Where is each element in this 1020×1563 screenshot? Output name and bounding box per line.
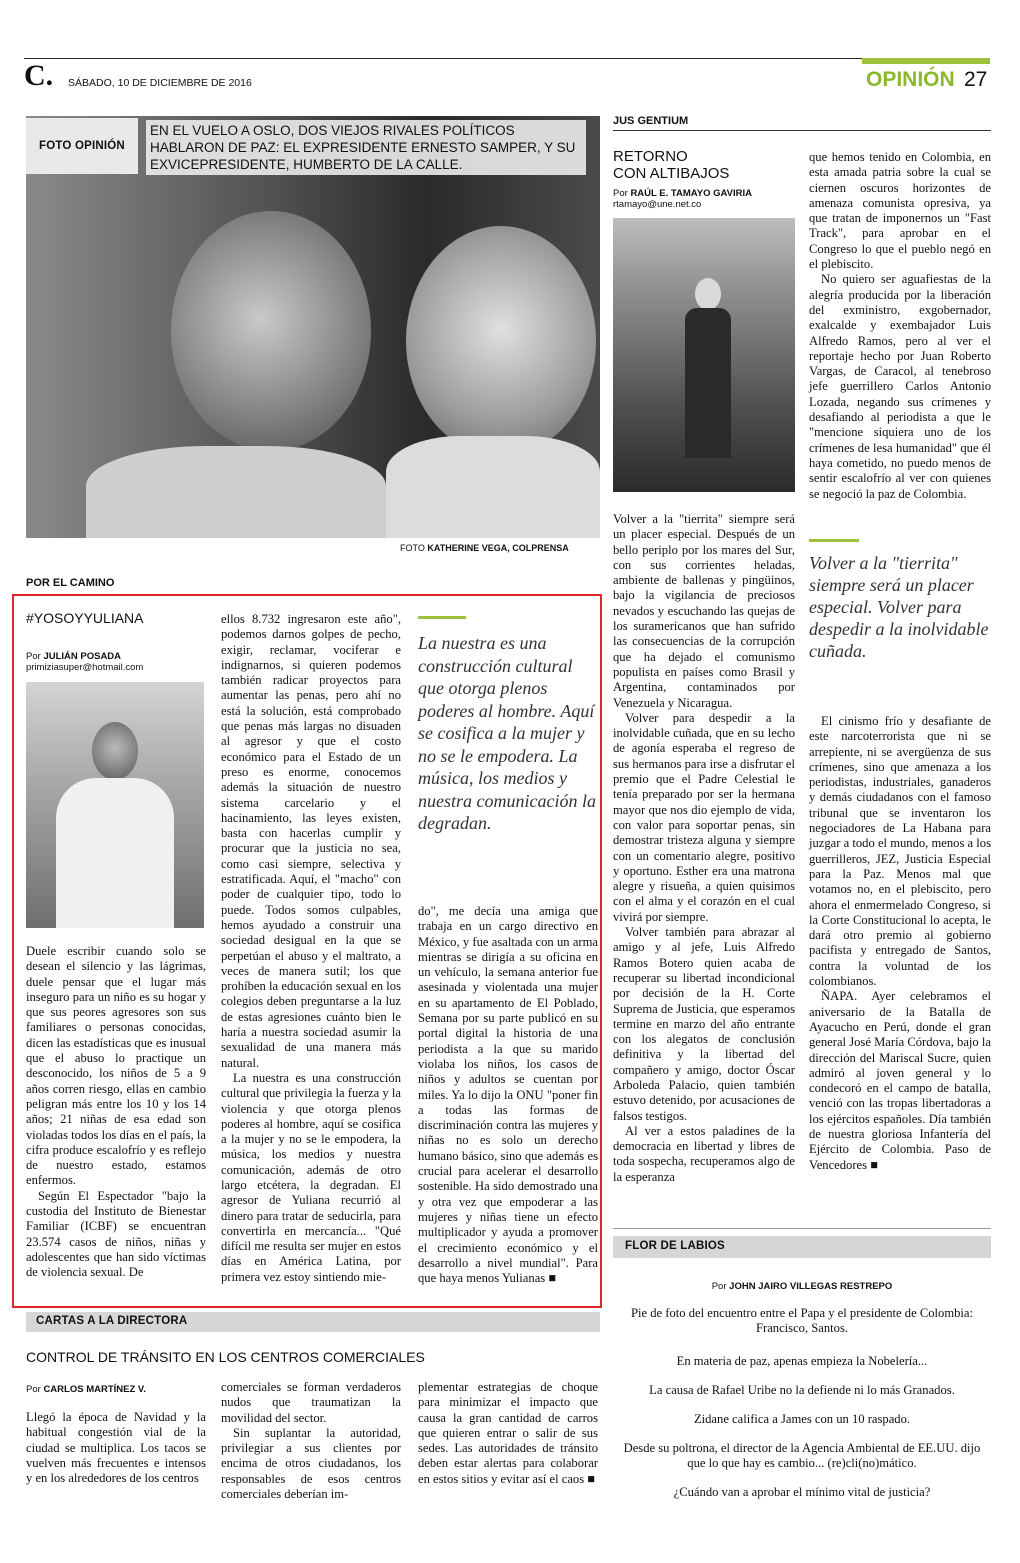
section-title: OPINIÓN: [866, 68, 955, 91]
posada-pull-quote: La nuestra es una construcción cultural que otorga plenos poderes al hombre. Aquí se cosifica a la mujer y no se le empodera. La música, los medios y nuestra comunicación la degradan.: [418, 633, 596, 833]
jus-gentium-email: rtamayo@une.net.co: [613, 199, 702, 210]
posada-head: [92, 722, 138, 780]
posada-col1-p1: Duele escribir cuando solo se desean el silencio y las lágrimas, duele pensar que el lugar más inseguro para un niño es su hogar y que sus peores agresores son sus familiares o personas conocidas, dicen las estadísticas que es inusual que el abuso lo practique un desconocido, los niños de 5 a 9 años corren riesgo, ellas en cambio peligran más entre los 10 y los 14 años; 21 niñas de esa edad son violadas todos los días en el país, la cifra produce escalofrío y es reflejo de nuestro estado, estamos enfermos.: [26, 944, 206, 1188]
posada-col1-p2: Según El Espectador "bajo la custodia del Instituto de Bienestar Familiar (ICBF) se encuentran 23.574 casos de niños, niñas y adolescentes que han sido víctimas de violencia sexual. De: [26, 1188, 206, 1280]
jus-gentium-left-p2: Volver para despedir a la inolvidable cuñada, que en su lecho de agonía esperaba el regreso de sus hermanos para irse a disfrutar el premio que el Padre Celestial le tenía preparado por ser la hermana mayor que nos dio ejemplo de vida, con valor para soportar penas, sin demostrar tristeza alguna y siempre con un comentario alegre, positivo y oportuno. Esther era una matrona alegre y risueña, a quien quisimos con el alma y el corazón en el cual vivirá por siempre.: [613, 710, 795, 924]
top-rule: [24, 58, 990, 59]
flor-author: JOHN JAIRO VILLEGAS RESTREPO: [729, 1281, 893, 1292]
posada-col1: [26, 944, 206, 1281]
jus-gentium-right-top-p2: No quiero ser aguafiestas de la alegría producida por la liberación del exministro, exgobernador, exalcalde y exembajador Luis Alfredo Ramos, pero al ver el reportaje hecho por Juan Roberto Vargas, de Caracol, al tenebroso jefe guerrillero Carlos Antonio Lozada, negando sus crímenes y desafiando al periodista a que le "mencione siquiera uno de los crímenes de lesa humanidad" que él haya cometido, no puedo menos de sentir escalofrío al ver con quienes se negoció la paz de Colombia.: [809, 272, 991, 501]
cartas-byline: [26, 1384, 146, 1395]
photo-credit-name: KATHERINE VEGA, COLPRENSA: [427, 543, 569, 553]
posada-email: primiziasuper@hotmail.com: [26, 662, 144, 673]
person-right-body: [386, 436, 600, 538]
cartas-col3: plementar estrategias de choque para minimizar el impacto que causa la gran cantidad de carros que quieren entrar o salir de sus sedes. Las autoridades de tránsito deben estar alertas para colaborar en estos sitios y evitar así el caos ■: [418, 1380, 598, 1486]
flor-section-label: FLOR DE LABIOS: [625, 1240, 725, 1252]
flor-item-4: Zidane califica a James con un 10 raspado.: [693, 1412, 911, 1426]
jus-gentium-author-photo: [613, 218, 795, 492]
jus-gentium-by: Por: [613, 188, 628, 199]
jus-gentium-byline: [613, 188, 752, 199]
jus-gentium-right-top: [809, 150, 991, 502]
cartas-by: Por: [26, 1384, 41, 1395]
flor-items: [613, 1306, 991, 1514]
cartas-title: CONTROL DE TRÁNSITO EN LOS CENTROS COMERCIALES: [26, 1349, 425, 1365]
flor-item-1: Pie de foto del encuentro entre el Papa y el presidente de Colombia: Francisco, Santos.: [630, 1306, 974, 1335]
main-photo: [26, 116, 600, 538]
posada-byline: [26, 651, 121, 662]
posada-pull-rule: [418, 616, 466, 619]
jus-gentium-section: JUS GENTIUM: [613, 115, 689, 127]
posada-col2-p1: ellos 8.732 ingresaron este año", podemos darnos golpes de pecho, exigir, reclamar, vociferar e indignarnos, si quieren podemos también radicar proyectos para aumentar las penas, pero ahí no está la solución, está comprobado que penas más largas no disuaden al agresor y que el costo económico para el Estado de un preso es enorme, conocemos además la situación de nuestro sistema carcelario y el hacinamiento, las leyes existen, basta con hacerlas cumplir y procurar que la justicia no sea, como casi siempre, selectiva y estratificada. Aquí, el "macho" con poder de cualquier tipo, todo lo puede. Todos somos culpables, hemos ayudado a construir una sociedad desigual en la que se perpetúan el abuso y el maltrato, a veces de manera sutil; los que prohíben la educación sexual en los colegios deben preguntarse a la luz de estas agresiones cuánto bien le haría a nuestra sociedad asumir la sexualidad de una manera más natural.: [221, 612, 401, 1070]
person-right-head: [406, 226, 596, 456]
jus-author-body: [685, 308, 731, 458]
cartas-author: CARLOS MARTÍNEZ V.: [43, 1384, 147, 1395]
posada-by: Por: [26, 651, 41, 662]
posada-col3: [418, 904, 598, 1286]
jus-pull-rule: [809, 539, 859, 542]
cartas-col2-p1: comerciales se forman verdaderos nudos que traumatizan la movilidad del sector.: [221, 1380, 401, 1425]
posada-author: JULIÁN POSADA: [43, 651, 122, 662]
photo-credit-prefix: FOTO: [400, 543, 425, 553]
foto-opinion-label-text: FOTO OPINIÓN: [39, 140, 125, 152]
cartas-section-bar: [26, 1312, 600, 1332]
jus-gentium-title-2: CON ALTIBAJOS: [613, 165, 730, 182]
jus-gentium-pull-quote: Volver a la "tierrita" siempre será un placer especial. Volver para despedir a la inolvidable cuñada.: [809, 553, 989, 661]
jus-gentium-right-top-p1: que hemos tenido en Colombia, en esta amada patria sobre la cual se ciernen oscuros horizontes de amenaza comunista opresiva, ya que tratan de imponernos un "Fast Track", para aprobar en el Congreso lo que el pueblo negó en el plebiscito.: [809, 150, 991, 272]
por-el-camino-section: POR EL CAMINO: [26, 577, 115, 589]
section-accent-bar: [862, 58, 990, 64]
person-left-body: [86, 446, 386, 538]
jus-gentium-left-p1: Volver a la "tierrita" siempre será un placer especial. Después de un bello periplo por los mares del Sur, con sus corrientes heladas, ambiente de ballenas y pingüinos, bajo la vigilancia de preciosos nevados y escuchando las quejas de los suramericanos que han sufrido las consecuencias de la corrupción que ha dejado el comunismo populista en países como Brasil y Argentina, contaminados por Venezuela y Nicaragua.: [613, 512, 795, 710]
jus-gentium-right-bottom-p1: El cinismo frío y desafiante de este narcoterrorista que ni se arrepiente, ni se avergüenza de sus crímenes, sino que amenaza a los periodistas, industriales, ganaderos y demás ciudadanos con el famoso tribunal que se inventaron los negociadores de La Habana para juzgar a todo el mundo, menos a los guerrilleros, JEZ, Justicia Especial para la Paz. Menos mal que votamos no, en el plebiscito, pero ahora el enmermelado Congreso, si la Corte Constitucional lo acepta, le dará otro premio al gobierno pacifista y entregado de Santos, contra la voluntad de los colombianos.: [809, 714, 991, 989]
cartas-section-label: CARTAS A LA DIRECTORA: [36, 1315, 188, 1327]
flor-item-2: En materia de paz, apenas empieza la Nobelería...: [676, 1354, 928, 1368]
posada-col2-p2: La nuestra es una construcción cultural que privilegia la fuerza y la violencia y que otorga plenos poderes al hombre, aquí se cosifica a la mujer y no se le empodera, la música, los medios y nuestra comunicación, además de otro largo etcétera, la degradan. El agresor de Yuliana recurrió al dinero para tratar de seducirla, para convertirla en mercancía... "Qué difícil me resulta ser mujer en estos días en América Latina, por primera vez estoy sintiendo mie-: [221, 1070, 401, 1284]
newspaper-logo: C.: [24, 59, 54, 92]
jus-gentium-author: RAÚL E. TAMAYO GAVIRIA: [630, 188, 753, 199]
page-number: 27: [964, 68, 988, 91]
photo-caption: EN EL VUELO A OSLO, DOS VIEJOS RIVALES POLÍTICOS HABLARON DE PAZ: EL EXPRESIDENTE ERNESTO SAMPER, Y SU EXVICEPRESIDENTE, HUMBERTO DE LA CALLE.: [146, 120, 586, 175]
yosoyyuliana-title: #YOSOYYULIANA: [26, 610, 144, 626]
flor-item-5: Desde su poltrona, el director de la Agencia Ambiental de EE.UU. dijo que lo que hay es cambio... (re)cli(no)mático.: [623, 1441, 981, 1470]
jus-gentium-rule: [613, 130, 991, 131]
issue-date: SÁBADO, 10 DE DICIEMBRE DE 2016: [68, 77, 252, 89]
flor-item-6: ¿Cuándo van a aprobar el mínimo vital de justicia?: [673, 1485, 931, 1499]
flor-item-3: La causa de Rafael Uribe no la defiende ni lo más Granados.: [649, 1383, 955, 1397]
cartas-col2-p2: Sin suplantar la autoridad, privilegiar a sus clientes por encima de otros ciudadanos, los responsables de esos centros comerciales deberían im-: [221, 1425, 401, 1502]
posada-author-photo: [26, 682, 204, 928]
flor-section-bar: [613, 1236, 991, 1258]
posada-col3-p1: do", me decía una amiga que trabaja en un cargo directivo en México, y fue asaltada con un arma mientras se dirigía a su oficina en un vehículo, la semana anterior fue asesinada y violentada una mujer en su apartamento de El Poblado, Semana por su parte publicó en su portal digital la historia de una periodista a la que su marido violaba los niños, los casos de niños y adultos se cuentan por miles. Ya lo dijo la ONU "poner fin a todas las formas de discriminación contra las mujeres y niñas no es solo un derecho humano básico, sino que además es crucial para acelerar el desarrollo sostenible. Ha sido demostrado una y otra vez que empoderar a las mujeres y niñas tiene un efecto multiplicador y ayuda a promover el crecimiento económico y el desarrollo a nivel mundial". Para que haya menos Yulianas ■: [418, 904, 598, 1286]
flor-byline: [613, 1281, 991, 1292]
flor-top-rule: [613, 1228, 991, 1229]
cartas-col1: Llegó la época de Navidad y la habitual congestión vial de la ciudad se multiplica. Los tacos se vuelven más frecuentes e intensos y en los alrededores de los centros: [26, 1410, 206, 1486]
jus-gentium-left-p4: Al ver a estos paladines de la democracia en libertad y libres de toda sospecha, recuperamos algo de la esperanza: [613, 1123, 795, 1184]
jus-gentium-left-p3: Volver también para abrazar al amigo y al jefe, Luis Alfredo Ramos Botero quien acaba de recuperar su libertad incondicional por decisión de la H. Corte Suprema de Justicia, que esperamos termine en marzo del año entrante con los alegatos de conclusión definitiva y la libertad del compañero y amigo, doctor Óscar Arboleda Palacio, quien también estuvo detenido, por acusaciones de falsos testigos.: [613, 925, 795, 1123]
photo-credit: [400, 543, 569, 553]
person-left-head: [171, 211, 371, 451]
cartas-col2: [221, 1380, 401, 1502]
flor-by: Por: [711, 1281, 727, 1292]
jus-gentium-title-1: RETORNO: [613, 148, 688, 165]
posada-col2: [221, 612, 401, 1285]
jus-gentium-right-bottom: [809, 714, 991, 1173]
foto-opinion-label: [26, 118, 138, 174]
jus-gentium-left-col: [613, 512, 795, 1185]
jus-gentium-right-bottom-p2: ÑAPA. Ayer celebramos el aniversario de la Batalla de Ayacucho en Perú, donde el gran general José María Córdova, bajo la dirección del Mariscal Sucre, quien admiró al joven general y lo condecoró en el campo de batalla, venció con las tropas libertadoras a los ejércitos españoles. Día también de nuestra gloriosa Infantería del Ejército de Colombia. Paso de Vencedores ■: [809, 989, 991, 1172]
posada-body: [56, 778, 174, 928]
jus-author-head: [695, 278, 721, 310]
